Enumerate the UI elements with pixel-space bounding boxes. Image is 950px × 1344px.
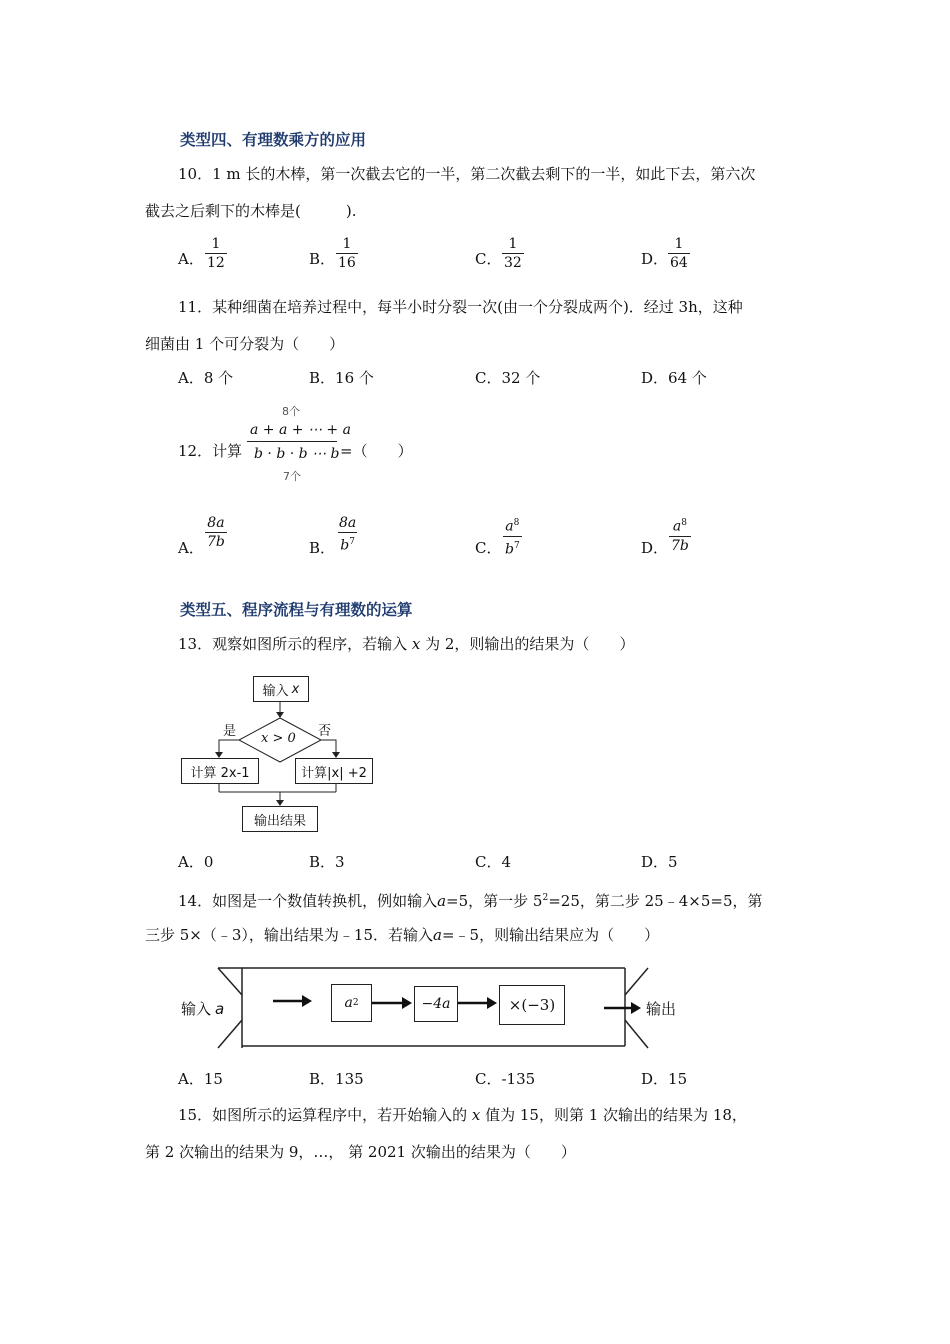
fraction-num-exponent: 8 — [513, 518, 520, 528]
fraction-den-base: b — [505, 541, 514, 558]
machine-input-label — [181, 998, 224, 1019]
fraction-num-exponent: 8 — [681, 518, 687, 528]
q14-var-a: a — [437, 892, 447, 910]
q12-option-d-label: D． — [641, 539, 669, 557]
q14-option-b: B．135 — [309, 1070, 364, 1088]
q12-numerator: a + a + ⋯ + a — [250, 422, 351, 438]
machine-left-funnel-bottom — [218, 1020, 242, 1048]
fraction-numerator: 1 — [342, 236, 352, 252]
q10-option-c-label: C． — [475, 250, 502, 268]
flow-right-box-text: 计算|x| +2 — [301, 765, 367, 781]
q14-text-d: 三步 5×（﹣3），输出结果为﹣15．若输入 — [145, 926, 434, 944]
q15-text-b: 值为 15，则第 1 次输出的结果为 18， — [485, 1106, 747, 1124]
q12-prefix: 12．计算 — [178, 442, 243, 460]
fraction-numerator: 1 — [674, 236, 684, 252]
machine-left-funnel-top — [218, 968, 242, 995]
q11-option-c: C．32 个 — [475, 369, 541, 387]
flow-condition: x > 0 — [261, 731, 296, 746]
q14-var-a2: a — [433, 926, 442, 944]
q10-option-a-label: A． — [178, 250, 204, 268]
machine-input-var: a — [215, 1000, 225, 1018]
q12-suffix: =（ ） — [340, 442, 413, 460]
flow-yes-label: 是 — [223, 724, 237, 739]
flow-input-label: 输入 — [262, 683, 289, 699]
q10-line2: 截去之后剩下的木棒是( ). — [145, 202, 357, 220]
q15-var: x — [471, 1106, 481, 1124]
q14-text-e: =﹣5，则输出结果应为（ ） — [441, 926, 660, 944]
flow-no-label: 否 — [318, 724, 332, 739]
flow-left-box-text: 计算 2x-1 — [190, 765, 250, 781]
q10-option-b-label: B． — [309, 250, 336, 268]
q10-line1: 10．1 m 长的木棒，第一次截去它的一半，第二次截去剩下的一半，如此下去，第六次 — [178, 165, 756, 183]
q13-text-a: 13．观察如图所示的程序，若输入 — [178, 635, 408, 653]
fraction-denominator: 32 — [504, 255, 522, 271]
machine-arrowhead-out — [631, 1002, 641, 1014]
fraction-den-exponent: 7 — [513, 540, 520, 551]
fraction-denominator: 7b — [207, 534, 225, 550]
fraction-denominator: 16 — [338, 255, 356, 271]
machine-right-funnel-bottom — [625, 1020, 648, 1048]
machine-box-square-exp: 2 — [352, 998, 359, 1008]
q15-text-a: 15．如图所示的运算程序中，若开始输入的 — [178, 1106, 468, 1124]
q11-option-d: D．64 个 — [641, 369, 707, 387]
q12-denominator-brace-label: 7个 — [283, 470, 301, 483]
fraction-denominator: 12 — [207, 255, 225, 271]
fraction-den-exponent: 7 — [349, 537, 355, 547]
q11-option-a: A．8 个 — [178, 369, 234, 387]
fraction-numerator: 8a — [207, 515, 225, 531]
q12-numerator-brace-label: 8个 — [282, 405, 300, 418]
fraction-numerator: 8a — [339, 515, 357, 531]
q14-option-d: D．15 — [641, 1070, 688, 1088]
q12-option-c-label: C． — [475, 539, 502, 557]
fraction-denominator: 64 — [670, 255, 688, 271]
q14-option-c: C．-135 — [475, 1070, 536, 1088]
machine-box-times-neg3 — [499, 985, 565, 1025]
machine-box-times-neg3-text: ×(−3) — [508, 996, 556, 1014]
flow-input-var: x — [291, 681, 300, 697]
q14-exponent: 2 — [542, 893, 549, 903]
q14-text-a: 14．如图是一个数值转换机，例如输入 — [178, 892, 438, 910]
q13-option-d: D．5 — [641, 853, 678, 871]
machine-box-minus4a-text: −4a — [421, 996, 451, 1012]
q11-line1: 11．某种细菌在培养过程中，每半小时分裂一次(由一个分裂成两个)．经过 3h，这种 — [178, 298, 743, 316]
q10-option-d-label: D． — [641, 250, 669, 268]
flow-output-text: 输出结果 — [253, 813, 306, 829]
fraction-num-base: a — [505, 518, 514, 535]
q11-option-b: B．16 个 — [309, 369, 374, 387]
fraction-numerator: 1 — [211, 236, 221, 252]
machine-right-funnel-top — [625, 968, 648, 995]
q12-option-b-label: B． — [309, 539, 336, 557]
machine-arrowhead-3 — [487, 997, 497, 1009]
machine-arrowhead-1 — [302, 995, 312, 1007]
q14-text-b: =5，第一步 5 — [446, 892, 543, 910]
q11-line2: 细菌由 1 个可分裂为（ ） — [145, 335, 345, 353]
q13-var: x — [411, 635, 421, 653]
machine-input-text: 输入 — [181, 1000, 212, 1018]
q13-option-a: A．0 — [178, 853, 214, 871]
fraction-numerator: 1 — [508, 236, 518, 252]
q14-text-c: =25，第二步 25﹣4×5=5，第 — [548, 892, 763, 910]
section5-title: 类型五、程序流程与有理数的运算 — [180, 601, 413, 619]
q13-text-b: 为 2，则输出的结果为（ ） — [425, 635, 635, 653]
machine-box-square — [331, 984, 372, 1022]
q13-option-b: B．3 — [309, 853, 345, 871]
machine-output-label: 输出 — [646, 1000, 677, 1018]
machine-box-minus4a — [414, 986, 458, 1022]
section4-title: 类型四、有理数乘方的应用 — [180, 131, 367, 149]
q12-denominator: b · b · b ⋯ b — [254, 446, 340, 462]
q12-option-a-label: A． — [178, 539, 204, 557]
q15-line2: 第 2 次输出的结果为 9，…， 第 2021 次输出的结果为（ ） — [145, 1143, 576, 1161]
q14-option-a: A．15 — [178, 1070, 223, 1088]
q15-line1 — [178, 1105, 747, 1125]
fraction-num-base: a — [672, 518, 682, 535]
machine-arrowhead-2 — [402, 997, 412, 1009]
q13-option-c: C．4 — [475, 853, 512, 871]
fraction-denominator: 7b — [671, 537, 689, 554]
fraction-den-base: b — [340, 537, 350, 554]
machine-box-square-base: a — [344, 995, 353, 1011]
